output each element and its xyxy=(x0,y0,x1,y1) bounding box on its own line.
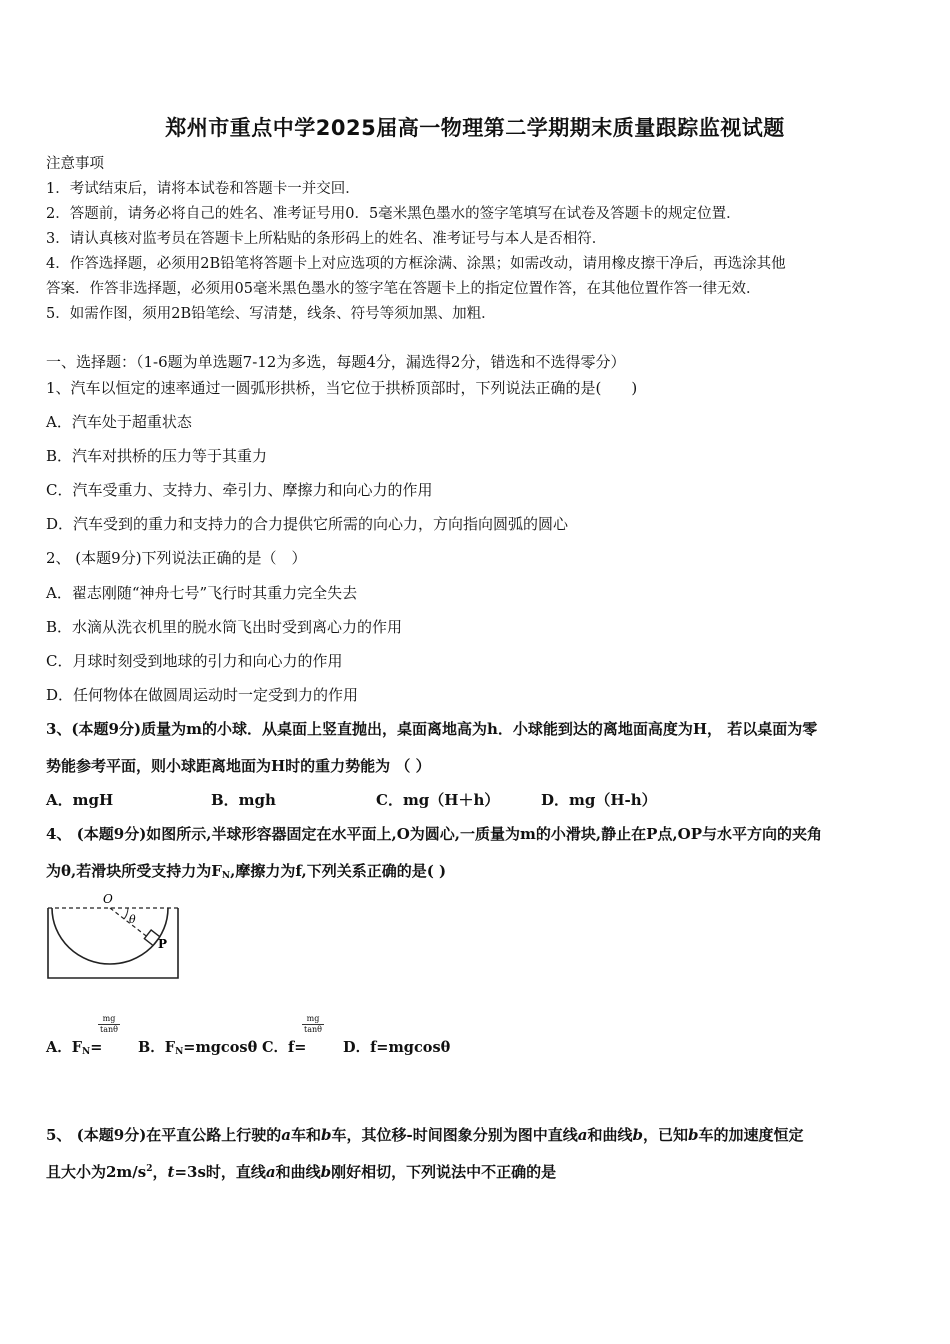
stem-text: ,摩擦力为f,下列关系正确的是( ) xyxy=(230,862,447,880)
question-5-stem-line1 xyxy=(46,1124,804,1145)
question-1-option-b: B．汽车对拱桥的压力等于其重力 xyxy=(46,447,268,465)
question-3-option-d: D．mg（H-h） xyxy=(541,791,657,809)
option-text: B．F xyxy=(138,1039,176,1056)
question-2-option-b: B．水滴从洗衣机里的脱水筒飞出时受到离心力的作用 xyxy=(46,618,403,636)
stem-var: b xyxy=(632,1126,644,1144)
notice-item: 答案．作答非选择题，必须用05毫米黑色墨水的签字笔在答题卡上的指定位置作答，在其他位置作答一律无效． xyxy=(46,281,761,297)
stem-var: b xyxy=(688,1126,699,1144)
stem-text: 和曲线 xyxy=(587,1126,633,1144)
question-4-option-a xyxy=(46,1036,102,1057)
fraction-numerator: mg xyxy=(98,1014,120,1025)
question-3-option-a: A．mgH xyxy=(46,791,114,809)
option-text: A．F xyxy=(46,1039,83,1056)
stem-text: 5、 (本题9分)在平直公路上行驶的 xyxy=(46,1126,282,1144)
question-4-option-c: C．f= xyxy=(262,1039,307,1056)
fraction-numerator: mg xyxy=(302,1014,324,1025)
fraction-mg-over-tan xyxy=(98,1014,120,1035)
stem-text: ，已知 xyxy=(643,1126,689,1144)
stem-var: a xyxy=(265,1163,276,1181)
notice-item: 1．考试结束后，请将本试卷和答题卡一并交回． xyxy=(46,181,360,197)
label-o: O xyxy=(103,892,113,906)
notice-item: 5．如需作图，须用2B铅笔绘、写清楚，线条、符号等须加黑、加粗． xyxy=(46,306,496,322)
stem-text: ， xyxy=(152,1163,168,1181)
question-4-option-d: D．f=mgcosθ xyxy=(343,1039,451,1056)
page-title: 郑州市重点中学2025届高一物理第二学期期末质量跟踪监视试题 xyxy=(165,116,785,140)
hemisphere-diagram xyxy=(44,890,184,982)
option-text: =mgcosθ xyxy=(183,1039,258,1056)
question-3-stem-line2: 势能参考平面，则小球距离地面为H时的重力势能为 （ ） xyxy=(46,757,431,775)
stem-text: 车，其位移-时间图象分别为图中直线 xyxy=(331,1126,578,1144)
subscript: N xyxy=(82,1047,91,1057)
question-4-stem-line2 xyxy=(46,860,446,881)
fraction-denominator: tanθ xyxy=(304,1025,322,1034)
notice-heading: 注意事项 xyxy=(46,156,104,172)
question-2-stem: 2、 (本题9分)下列说法正确的是（ ） xyxy=(46,549,307,567)
question-1-option-a: A．汽车处于超重状态 xyxy=(46,413,192,431)
subscript: N xyxy=(221,871,231,881)
stem-var: b xyxy=(320,1163,332,1181)
fraction-mg-over-tan xyxy=(302,1014,324,1035)
angle-arc xyxy=(124,908,128,919)
subscript: N xyxy=(175,1047,184,1057)
question-4-stem-line1: 4、 (本题9分)如图所示,半球形容器固定在水平面上,O为圆心,一质量为m的小滑块,静止在P点,OP与水平方向的夹角 xyxy=(46,825,822,843)
question-3-stem-line1: 3、(本题9分)质量为m的小球．从桌面上竖直抛出，桌面离地高为h．小球能到达的离地面高度为H， 若以桌面为零 xyxy=(46,720,818,738)
option-text: = xyxy=(90,1039,103,1056)
stem-text: 车和 xyxy=(291,1126,322,1144)
notice-item: 2．答题前，请务必将自己的姓名、准考证号用0．5毫米黑色墨水的签字笔填写在试卷及答题卡的规定位置． xyxy=(46,206,741,222)
stem-var: t xyxy=(167,1163,175,1181)
question-4-option-b xyxy=(138,1036,257,1057)
question-3-option-b: B．mgh xyxy=(211,791,276,809)
label-p: P xyxy=(158,937,168,951)
stem-text: 和曲线 xyxy=(275,1163,321,1181)
stem-var: b xyxy=(321,1126,332,1144)
stem-var: a xyxy=(577,1126,588,1144)
stem-var: a xyxy=(281,1126,292,1144)
hemisphere-figure xyxy=(44,890,184,986)
question-5-stem-line2 xyxy=(46,1161,556,1182)
section-heading: 一、选择题：（1-6题为单选题7-12为多选，每题4分，漏选得2分，错选和不选得零分） xyxy=(46,353,626,371)
superscript: 2 xyxy=(146,1164,153,1174)
question-3-option-c: C．mg（H＋h） xyxy=(376,791,500,809)
label-theta: θ xyxy=(129,913,136,926)
stem-text: 车的加速度恒定 xyxy=(698,1126,804,1144)
notice-item: 3．请认真核对监考员在答题卡上所粘贴的条形码上的姓名、准考证号与本人是否相符． xyxy=(46,231,607,247)
stem-text: 为θ,若滑块所受支持力为F xyxy=(46,862,222,880)
stem-text: =3s时，直线 xyxy=(174,1163,266,1181)
stem-text: 且大小为2m/s xyxy=(46,1163,147,1181)
question-2-option-a: A．翟志刚随“神舟七号”飞行时其重力完全失去 xyxy=(46,584,358,602)
fraction-denominator: tanθ xyxy=(100,1025,118,1034)
question-1-option-c: C．汽车受重力、支持力、牵引力、摩擦力和向心力的作用 xyxy=(46,481,433,499)
stem-text: 刚好相切，下列说法中不正确的是 xyxy=(331,1163,557,1181)
question-1-option-d: D．汽车受到的重力和支持力的合力提供它所需的向心力，方向指向圆弧的圆心 xyxy=(46,515,569,533)
question-1-stem: 1、汽车以恒定的速率通过一圆弧形拱桥，当它位于拱桥顶部时，下列说法正确的是( ) xyxy=(46,379,638,397)
question-2-option-c: C．月球时刻受到地球的引力和向心力的作用 xyxy=(46,652,343,670)
notice-item: 4．作答选择题，必须用2B铅笔将答题卡上对应选项的方框涂满、涂黑；如需改动，请用橡皮擦干净后，再选涂其他 xyxy=(46,256,786,272)
question-2-option-d: D．任何物体在做圆周运动时一定受到力的作用 xyxy=(46,686,359,704)
